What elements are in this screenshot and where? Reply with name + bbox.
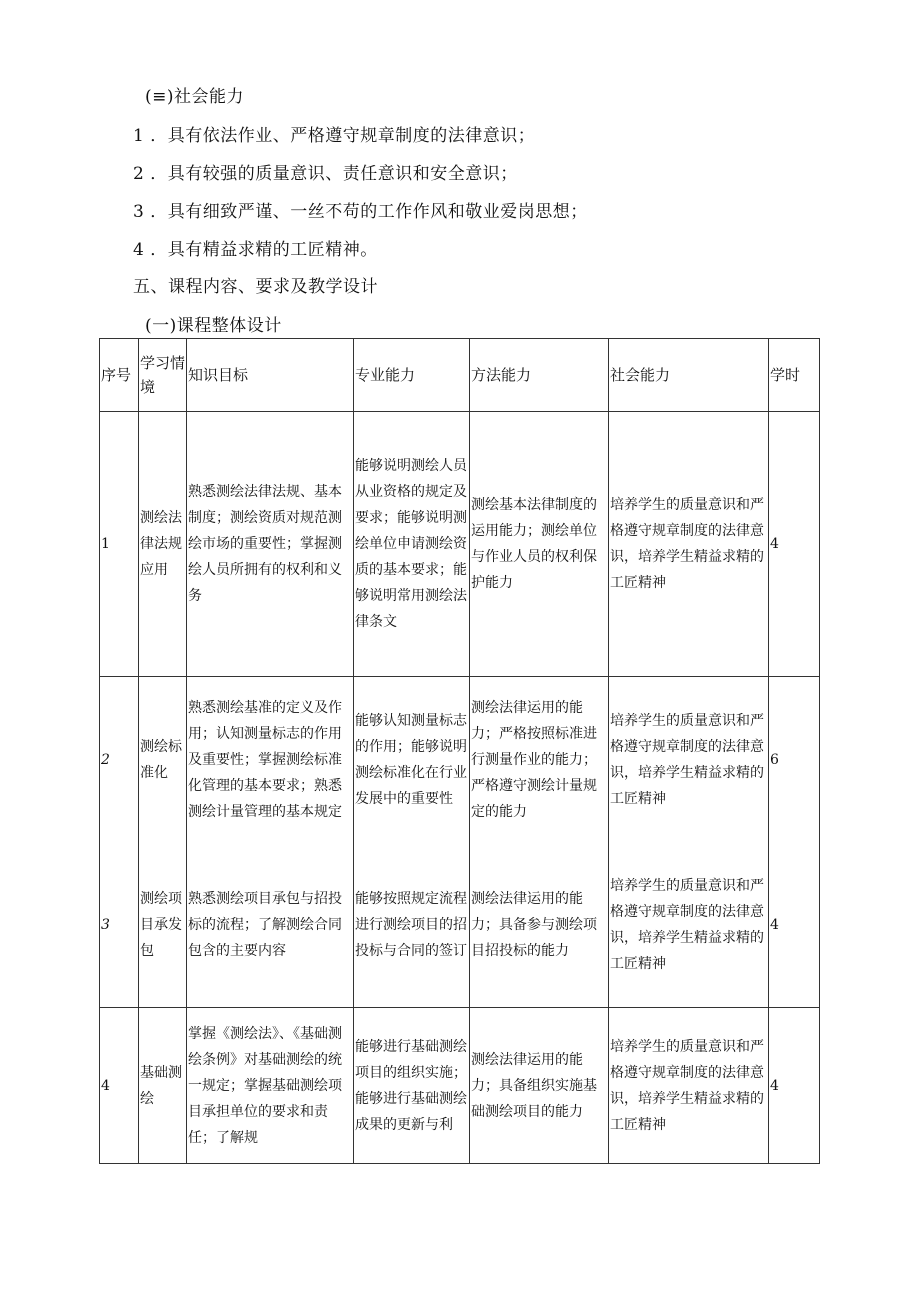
row2-knowledge-block: 熟悉测绘基准的定义及作用；认知测量标志的作用及重要性；掌握测绘标准化管理的基本要求；熟悉测绘计量管理的基本规定 [188,699,342,820]
header-knowledge: 知识目标 [187,339,354,412]
cell-professional [354,677,470,1008]
heading-social-ability: (≡)社会能力 [145,87,245,107]
row2-social-block: 培养学生的质量意识和严格遵守规章制度的法律意识，培养学生精益求精的工匠精神 [610,712,764,807]
row3-situation-block: 测绘项目承发包 [140,890,182,959]
cell-knowledge [187,677,354,1008]
cell-situation: 测绘法律法规应用 [139,412,187,677]
table-header-row [100,339,820,412]
cell-method: 测绘法律运用的能力；具备组织实施基础测绘项目的能力 [470,1008,609,1164]
cell-method [470,677,609,1008]
cell-method: 测绘基本法律制度的运用能力；测绘单位与作业人员的权利保护能力 [470,412,609,677]
ability-item-4: 4 ．具有精益求精的工匠精神。 [133,240,378,260]
row3-professional-block: 能够按照规定流程进行测绘项目的招投标与合同的签订 [355,890,467,959]
section-5-title: 五、课程内容、要求及教学设计 [133,277,378,297]
cell-social [609,677,769,1008]
row2-hours-block: 6 [770,751,779,768]
table-row [100,412,820,677]
cell-social: 培养学生的质量意识和严格遵守规章制度的法律意识，培养学生精益求精的工匠精神 [609,412,769,677]
cell-no: 4 [100,1008,139,1164]
cell-knowledge: 熟悉测绘法律法规、基本制度；测绘资质对规范测绘市场的重要性；掌握测绘人员所拥有的权利和义务 [187,412,354,677]
cell-situation: 基础测绘 [139,1008,187,1164]
cell-social: 培养学生的质量意识和严格遵守规章制度的法律意识，培养学生精益求精的工匠精神 [609,1008,769,1164]
header-situation: 学习情境 [139,339,187,412]
header-hours: 学时 [769,339,820,412]
table-row [100,1008,820,1164]
row2-professional-block: 能够认知测量标志的作用；能够说明测绘标准化在行业发展中的重要性 [355,712,467,807]
subsection-1-title: (一)课程整体设计 [145,316,282,336]
row3-social-block: 培养学生的质量意识和严格遵守规章制度的法律意识，培养学生精益求精的工匠精神 [610,877,764,972]
ability-item-2: 2 ．具有较强的质量意识、责任意识和安全意识； [133,164,518,184]
header-method: 方法能力 [470,339,609,412]
cell-professional: 能够说明测绘人员从业资格的规定及要求；能够说明测绘单位申请测绘资质的基本要求；能够说明常用测绘法律条文 [354,412,470,677]
ability-item-1: 1 ．具有依法作业、严格遵守规章制度的法律意识； [133,126,536,146]
table-row [100,677,820,1008]
header-professional: 专业能力 [354,339,470,412]
cell-no [100,677,139,1008]
cell-hours [769,677,820,1008]
row2-no-block: 2 [101,751,110,768]
row2-method-block: 测绘法律运用的能力；严格按照标准进行测量作业的能力；严格遵守测绘计量规定的能力 [471,699,597,820]
cell-hours: 4 [769,412,820,677]
cell-situation [139,677,187,1008]
course-design-table [99,338,820,1164]
header-social: 社会能力 [609,339,769,412]
cell-knowledge: 掌握《测绘法》、《基础测绘条例》对基础测绘的统一规定；掌握基础测绘项目承担单位的要求和责任；了解规 [187,1008,354,1164]
cell-no: 1 [100,412,139,677]
row2-situation-block: 测绘标准化 [140,738,182,781]
row3-knowledge-block: 熟悉测绘项目承包与招投标的流程；了解测绘合同包含的主要内容 [188,890,342,959]
row3-hours-block: 4 [770,916,779,933]
cell-professional: 能够进行基础测绘项目的组织实施；能够进行基础测绘成果的更新与利 [354,1008,470,1164]
row3-no-block: 3 [101,916,110,933]
cell-hours: 4 [769,1008,820,1164]
ability-item-3: 3 ．具有细致严谨、一丝不苟的工作作风和敬业爱岗思想； [133,202,588,222]
row3-method-block: 测绘法律运用的能力；具备参与测绘项目招投标的能力 [471,890,597,959]
header-no: 序号 [100,339,139,412]
